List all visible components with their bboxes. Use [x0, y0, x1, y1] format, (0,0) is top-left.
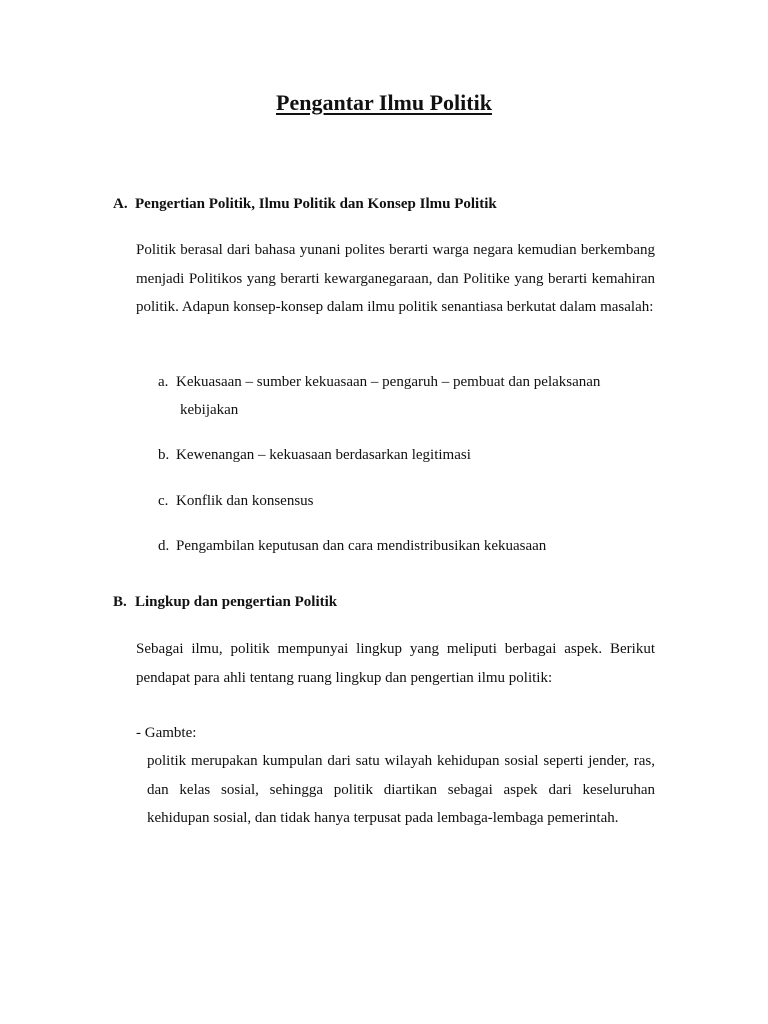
section-a-number: A. — [113, 196, 128, 212]
list-item-b-text: Kewenangan – kekuasaan berdasarkan legitimasi — [176, 447, 471, 463]
expert-label: - Gambte: — [136, 725, 197, 741]
list-item-d-text: Pengambilan keputusan dan cara mendistribusikan kekuasaan — [176, 538, 547, 554]
list-item-c — [158, 487, 655, 515]
section-b-heading — [113, 594, 337, 611]
list-marker-c: c. — [158, 493, 169, 509]
section-b-paragraph: Sebagai ilmu, politik mempunyai lingkup yang meliputi berbagai aspek. Berikut pendapat para ahli tentang ruang lingkup dan pengertian ilmu politik: — [136, 641, 655, 686]
list-item-d — [158, 532, 655, 560]
list-marker-d: d. — [158, 538, 170, 554]
expert-definition: politik merupakan kumpulan dari satu wilayah kehidupan sosial seperti jender, ras, dan kelas sosial, sehingga politik diartikan sebagai aspek dari keseluruhan kehidupan sosial, dan tidak hanya terpusat pada lembaga-lembaga pemerintah. — [147, 753, 655, 826]
section-b-number: B. — [113, 594, 127, 610]
list-marker-a: a. — [158, 374, 169, 390]
list-item-a-text: Kekuasaan – sumber kekuasaan – pengaruh – pembuat dan pelaksanan — [176, 374, 601, 390]
section-a-heading — [113, 196, 497, 213]
list-item-b — [158, 441, 655, 469]
section-a-title: Pengertian Politik, Ilmu Politik dan Konsep Ilmu Politik — [135, 196, 497, 212]
list-item-c-text: Konflik dan konsensus — [176, 493, 314, 509]
section-b-title: Lingkup dan pengertian Politik — [135, 594, 338, 610]
section-a-paragraph: Politik berasal dari bahasa yunani polites berarti warga negara kemudian berkembang menjadi Politikos yang berarti kewarganegaraan, dan Politike yang berarti kemahiran politik. Adapun konsep-konsep dalam ilmu politik senantiasa berkutat dalam masalah: — [136, 242, 655, 315]
list-marker-b: b. — [158, 447, 170, 463]
page-title: Pengantar Ilmu Politik — [276, 90, 492, 115]
list-item-a — [158, 368, 655, 424]
list-item-a-text-continued: kebijakan — [180, 402, 239, 418]
